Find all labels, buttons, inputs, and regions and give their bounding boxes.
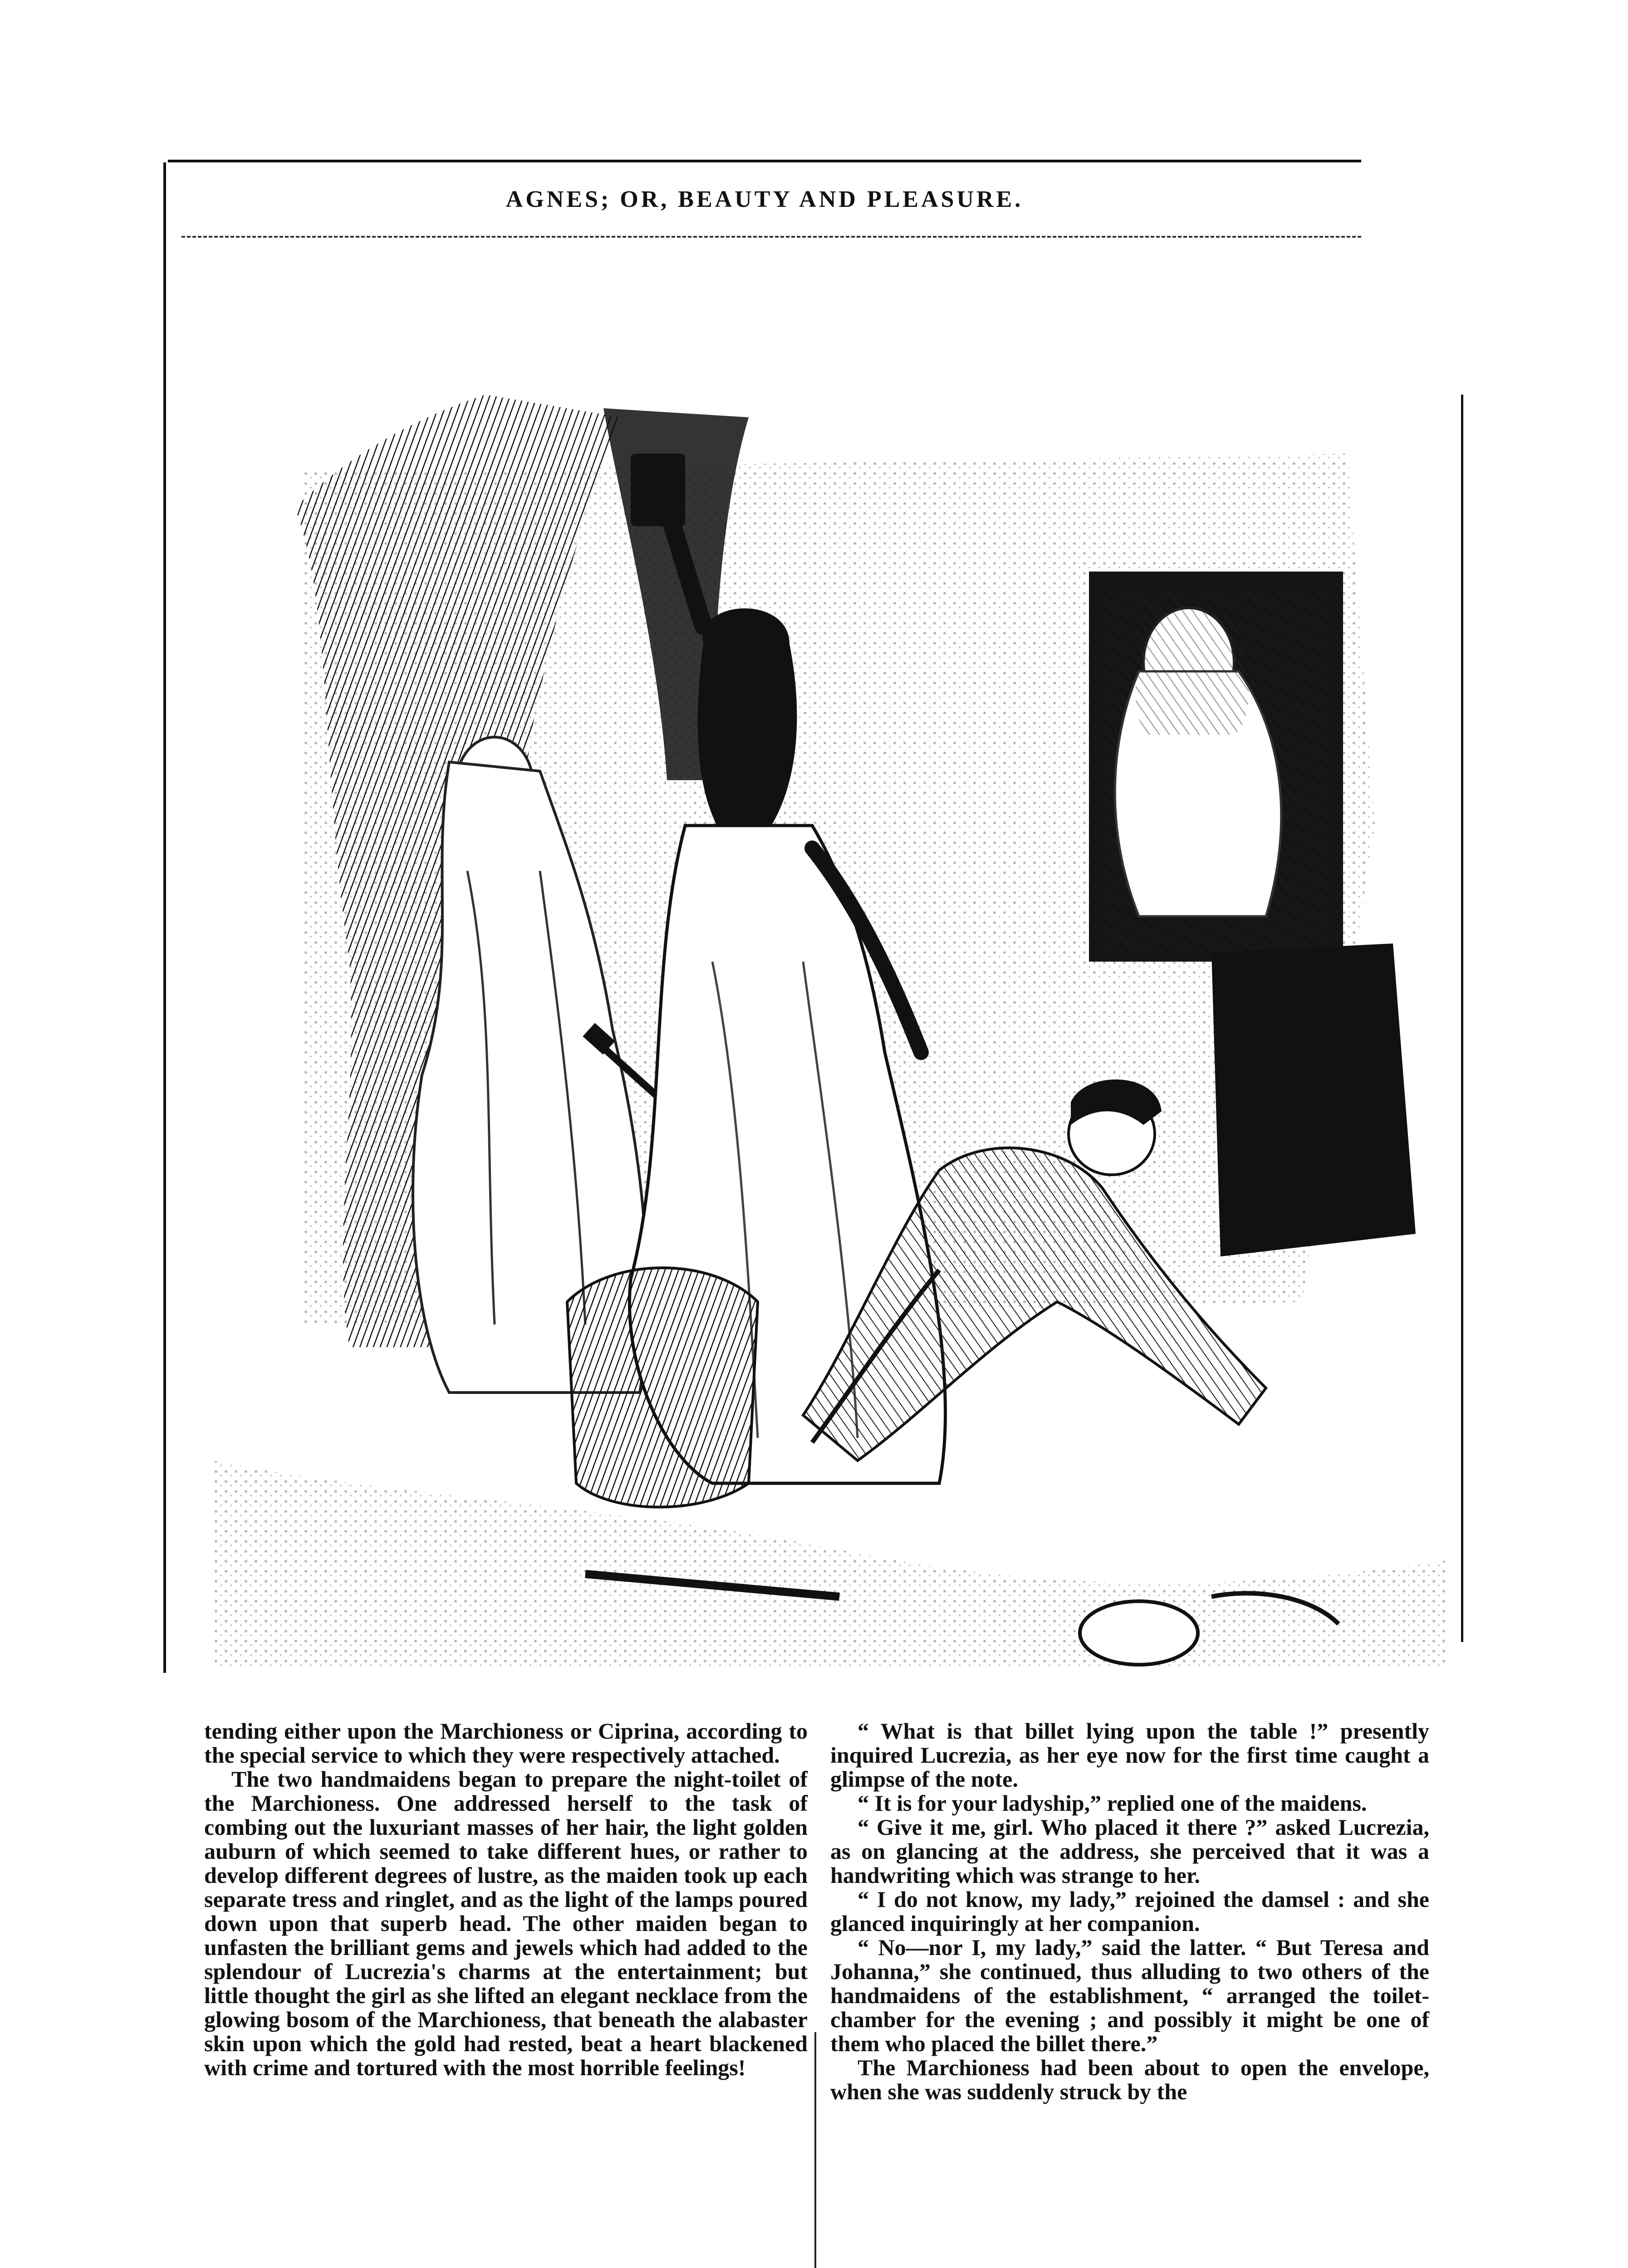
left-text-column bbox=[204, 1719, 808, 2080]
left-margin-rule bbox=[163, 162, 166, 1673]
running-head: AGNES; OR, BEAUTY AND PLEASURE. bbox=[505, 186, 1024, 212]
head-rule bbox=[181, 236, 1361, 238]
paragraph: The two handmaidens began to prepare the night-toilet of the Marchioness. One addressed herself to the task of combing out the luxuriant masses of her hair, the light golden auburn of which seemed to take different hues, or rather to develop different degrees of lustre, as the maiden took up each separate tress and ringlet, and as the light of the lamps poured down upon that superb head. The other maiden began to unfasten the brilliant gems and jewels which had added to the splendour of Lucrezia's charms at the entertainment; but little thought the girl as she lifted an elegant necklace from the glowing bosom of the Marchioness, that beneath the alabaster skin upon which the gold had rested, beat a heart blackened with crime and tortured with the most horrible feelings! bbox=[204, 1766, 808, 2080]
paragraph: The Marchioness had been about to open the envelope, when she was suddenly struck by the bbox=[830, 2055, 1429, 2104]
paragraph: “ Give it me, girl. Who placed it there ?” asked Lucrezia, as on glancing at the address, she perceived that it was a handwriting which was strange to her. bbox=[830, 1814, 1429, 1888]
paragraph: tending either upon the Marchioness or Ciprina, according to the special service to which they were respectively attached. bbox=[204, 1718, 808, 1768]
paragraph: “ It is for your ladyship,” replied one of the maidens. bbox=[858, 1790, 1367, 1816]
engraving-illustration bbox=[213, 281, 1447, 1669]
right-text-column bbox=[830, 1719, 1429, 2104]
paragraph: “ No—nor I, my lady,” said the latter. “ But Teresa and Johanna,” she continued, thus alluding to two others of the handmaidens of the establishment, “ arranged the toilet-chamber for the evening ; and possibly it might be one of them who placed the billet there.” bbox=[830, 1935, 1429, 2056]
column-divider bbox=[814, 2032, 816, 2268]
right-margin-rule bbox=[1461, 395, 1463, 1642]
top-rule bbox=[168, 160, 1361, 162]
paragraph: “ What is that billet lying upon the table !” presently inquired Lucrezia, as her eye now for the first time caught a glimpse of the note. bbox=[830, 1718, 1429, 1792]
paragraph: “ I do not know, my lady,” rejoined the damsel : and she glanced inquiringly at her companion. bbox=[830, 1887, 1429, 1936]
